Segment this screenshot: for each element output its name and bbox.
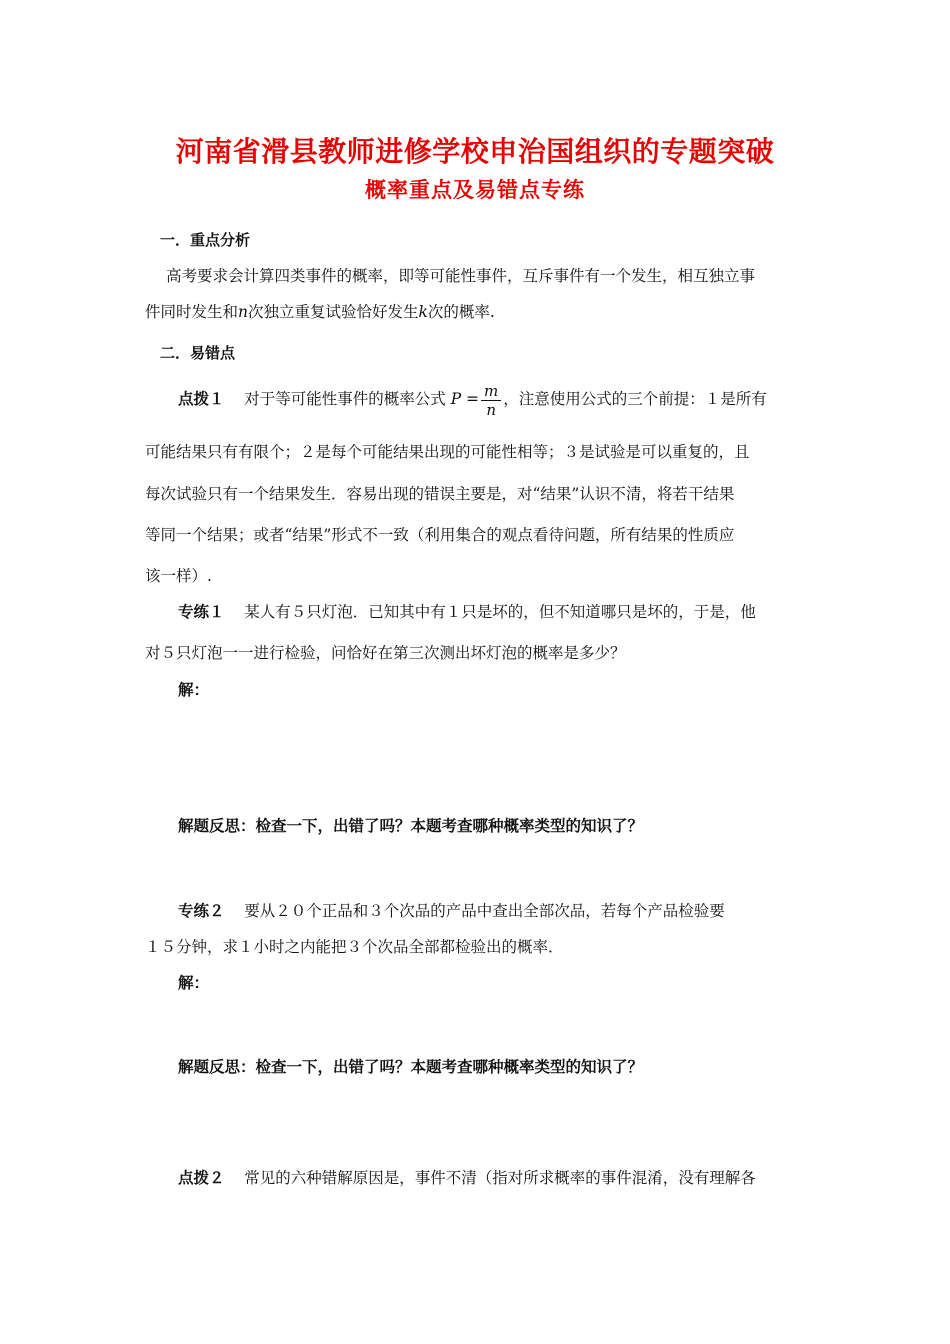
paragraph-line: １５分钟，求１小时之内能把３个次品全部都检验出的概率．: [145, 938, 564, 956]
tip1-label: 点拨１: [178, 390, 225, 408]
paragraph-line: 该一样）.: [145, 567, 212, 585]
reflection-prompt: 解题反思：检查一下，出错了吗？本题考查哪种概率类型的知识了？: [178, 1058, 644, 1076]
tip1-line: [178, 380, 767, 419]
math-variable-n: n: [238, 303, 248, 321]
paragraph-line: 可能结果只有有限个；２是每个可能结果出现的可能性相等；３是试验是可以重复的，且: [145, 443, 750, 461]
answer-label: 解：: [178, 681, 210, 699]
text-span: 次独立重复试验恰好发生: [248, 303, 419, 321]
fraction: [481, 382, 501, 419]
exercise2-label: 专练２: [178, 902, 225, 920]
tip2-line: [178, 1168, 756, 1188]
answer-label: 解：: [178, 974, 210, 992]
text-span: 常见的六种错解原因是，事件不清（指对所求概率的事件混淆，没有理解各: [244, 1169, 756, 1187]
section-heading-key-points: 一．重点分析: [160, 231, 251, 249]
document-title: 河南省滑县教师进修学校申治国组织的专题突破: [175, 135, 775, 168]
fraction-denominator: n: [486, 400, 496, 419]
section-heading-error-points: 二．易错点: [160, 344, 236, 362]
tip2-label: 点拨２: [178, 1169, 225, 1187]
paragraph-line: 高考要求会计算四类事件的概率，即等可能性事件，互斥事件有一个发生，相互独立事: [166, 267, 756, 285]
document-subtitle: 概率重点及易错点专练: [365, 178, 585, 202]
exercise1-line: [178, 602, 756, 622]
math-variable-k: k: [418, 303, 428, 321]
text-span: 某人有５只灯泡．已知其中有１只是坏的，但不知道哪只是坏的，于是，他: [244, 603, 756, 621]
text-span: 对于等可能性事件的概率公式: [244, 390, 446, 408]
text-span: ，注意使用公式的三个前提：１是所有: [503, 390, 767, 408]
fraction-numerator: m: [481, 382, 501, 401]
paragraph-line: 每次试验只有一个结果发生．容易出现的错误主要是，对“结果”认识不清，将若干结果: [145, 485, 735, 503]
formula-lhs: P =: [450, 390, 480, 408]
paragraph-line: [145, 302, 495, 322]
paragraph-line: 等同一个结果；或者“结果”形式不一致（利用集合的观点看待问题，所有结果的性质应: [145, 526, 735, 544]
exercise2-line: [178, 901, 725, 921]
text-span: 次的概率.: [427, 303, 495, 321]
exercise1-label: 专练１: [178, 603, 225, 621]
text-span: 件同时发生和: [145, 303, 239, 321]
reflection-prompt: 解题反思：检查一下，出错了吗？本题考查哪种概率类型的知识了？: [178, 817, 644, 835]
paragraph-line: 对５只灯泡一一进行检验，问恰好在第三次测出坏灯泡的概率是多少？: [145, 644, 626, 662]
text-span: 要从２０个正品和３个次品的产品中查出全部次品，若每个产品检验要: [244, 902, 725, 920]
